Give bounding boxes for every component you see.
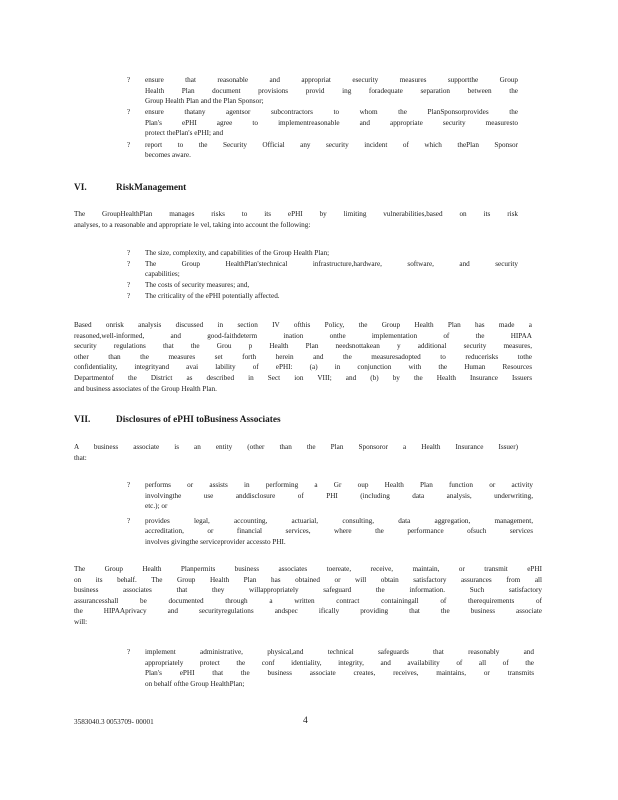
section-6-bullet-2-line: capabilities;: [145, 270, 180, 279]
section-7-heading: [74, 415, 281, 425]
section-7-heading-number: VII.: [74, 415, 91, 425]
top-bullet-3-line: report to the Security Official any security incident of which thePlan Sponsor: [145, 140, 518, 149]
section-6-intro: [74, 209, 518, 230]
section-7-subbullet-1-line: appropriately protect the conf identiality, integrity, and availability of all of the: [145, 658, 534, 667]
top-bullet-2-line: ensure thatany agentsor subcontractors to whom the PlanSponsorprovides the: [145, 108, 518, 117]
top-bullet-3-line: becomes aware.: [145, 151, 191, 160]
section-7-subbullet-1: [145, 647, 534, 689]
section-7-paragraph: [74, 564, 542, 628]
section-7-heading-title: Disclosures of ePHI toBusiness Associates: [116, 415, 281, 425]
top-bullet-1-line: Health Plan document provisions provid ing foradequate separation between the: [145, 86, 518, 95]
section-7-paragraph-line: business associates that they willappropriately safeguard the information. Such satisfactory: [74, 586, 542, 595]
section-6-paragraph-line: Departmentof the District as described in Sect ion VIII; and (b) by the Health Insurance Issuers: [74, 373, 532, 382]
bullet-marker: ?: [127, 481, 131, 489]
section-6-paragraph-line: and business associates of the Group Health Plan.: [74, 384, 217, 393]
section-6-bullet-4: [145, 291, 518, 302]
bullet-marker: ?: [127, 108, 131, 117]
section-7-subbullet-1-line: implement administrative, physical,and technical safeguards that reasonably and: [145, 648, 534, 656]
section-7-intro-line: that:: [74, 453, 87, 462]
top-bullet-1-line: ensure that reasonable and appropriat esecurity measures supportthe Group: [145, 76, 518, 84]
section-7-bullet-2-line: provides legal, accounting, actuarial, consulting, data aggregation, management,: [145, 516, 533, 525]
section-6-heading-number: VI.: [74, 183, 87, 193]
section-6-bullet-1-line: The size, complexity, and capabilities of the Group Health Plan;: [145, 249, 330, 257]
top-bullet-2-line: Plan's ePHI agree to implementreasonable and appropriate security measuresto: [145, 118, 518, 127]
section-6-paragraph-line: other than the measures set forth herein and the measuresadopted to reducerisks tothe: [74, 352, 532, 361]
top-bullet-3: [145, 140, 518, 161]
section-6-intro-line: analyses, to a reasonable and appropriate le vel, taking into account the following:: [74, 220, 311, 229]
section-6-bullet-1: [145, 248, 518, 259]
section-6-paragraph-line: reasoned,well-informed, and good-faithdeterm ination onthe implementation of the HIPAA: [74, 331, 532, 340]
bullet-marker: ?: [127, 516, 131, 525]
section-7-bullet-1: [145, 480, 533, 512]
section-6-bullet-4-line: The criticality of the ePHI potentially affected.: [145, 292, 280, 300]
bullet-marker: ?: [127, 281, 131, 290]
footer-document-id: 3583040.3 0053709- 00001: [74, 718, 154, 726]
bullet-marker: ?: [127, 259, 131, 268]
section-6-bullet-2-line: The Group HealthPlan'stechnical infrastructure,hardware, software, and security: [145, 259, 518, 268]
section-6-paragraph-line: confidentiality, integrityand avai lability of ePHI: (a) in conjunction with the Human Resources: [74, 363, 532, 372]
section-7-bullet-1-line: performs or assists in performing a Gr oup Health Plan function or activity: [145, 481, 533, 489]
section-6-paragraph: [74, 320, 532, 394]
top-bullet-2: [145, 107, 518, 139]
section-7-paragraph-line: assurancesshall be documented through a written contract containingall of therequirements of: [74, 596, 542, 605]
section-7-bullet-1-line: involvingthe use anddisclosure of PHI (including data analysis, underwriting,: [145, 491, 533, 500]
section-7-subbullet-1-line: Plan's ePHI that the business associate creates, receives, maintains, or transmits: [145, 669, 534, 678]
bullet-marker: ?: [127, 140, 131, 149]
section-7-bullet-2: [145, 516, 533, 548]
bullet-marker: ?: [127, 648, 131, 656]
section-7-paragraph-line: on its behalf. The Group Health Plan has obtained or will obtain satisfactory assurances from all: [74, 575, 542, 584]
section-6-bullet-3: [145, 280, 518, 291]
section-7-intro: [74, 442, 518, 463]
top-bullet-1: [145, 75, 518, 107]
bullet-marker: ?: [127, 292, 131, 300]
section-6-heading: [74, 183, 186, 193]
bullet-marker: ?: [127, 76, 131, 84]
page-number: 4: [303, 716, 308, 726]
section-6-paragraph-line: Based onrisk analysis discussed in section IV ofthis Policy, the Group Health Plan has made a: [74, 321, 532, 329]
top-bullet-1-line: Group Health Plan and the Plan Sponsor;: [145, 97, 264, 106]
bullet-marker: ?: [127, 249, 131, 257]
section-6-intro-line: The GroupHealthPlan manages risks to its ePHI by limiting vulnerabilities,based on its risk: [74, 210, 518, 218]
section-7-subbullet-1-line: on behalf ofthe Group HealthPlan;: [145, 679, 245, 688]
section-7-bullet-2-line: involves givingthe serviceprovider accessto PHI.: [145, 537, 286, 546]
section-6-paragraph-line: security regulations that the Grou p Health Plan needsnottakean y additional security measures,: [74, 342, 532, 351]
section-6-heading-title: RiskManagement: [116, 183, 187, 193]
section-6-bullet-3-line: The costs of security measures; and,: [145, 281, 250, 290]
section-7-paragraph-line: will:: [74, 617, 88, 626]
top-bullet-2-line: protect thePlan's ePHI; and: [145, 129, 224, 138]
section-7-bullet-2-line: accreditation, or financial services, where the performance ofsuch services: [145, 527, 533, 536]
section-7-paragraph-line: The Group Health Planpermits business associates toereate, receive, maintain, or transmit ePHI: [74, 565, 542, 573]
section-6-bullet-2: [145, 259, 518, 280]
section-7-intro-line: A business associate is an entity (other than the Plan Sponsoror a Health Insurance Issuer): [74, 443, 518, 451]
section-7-paragraph-line: the HIPAAprivacy and securityregulations andspec ifically providing that the business associate: [74, 607, 542, 616]
section-7-bullet-1-line: etc.); or: [145, 502, 168, 511]
